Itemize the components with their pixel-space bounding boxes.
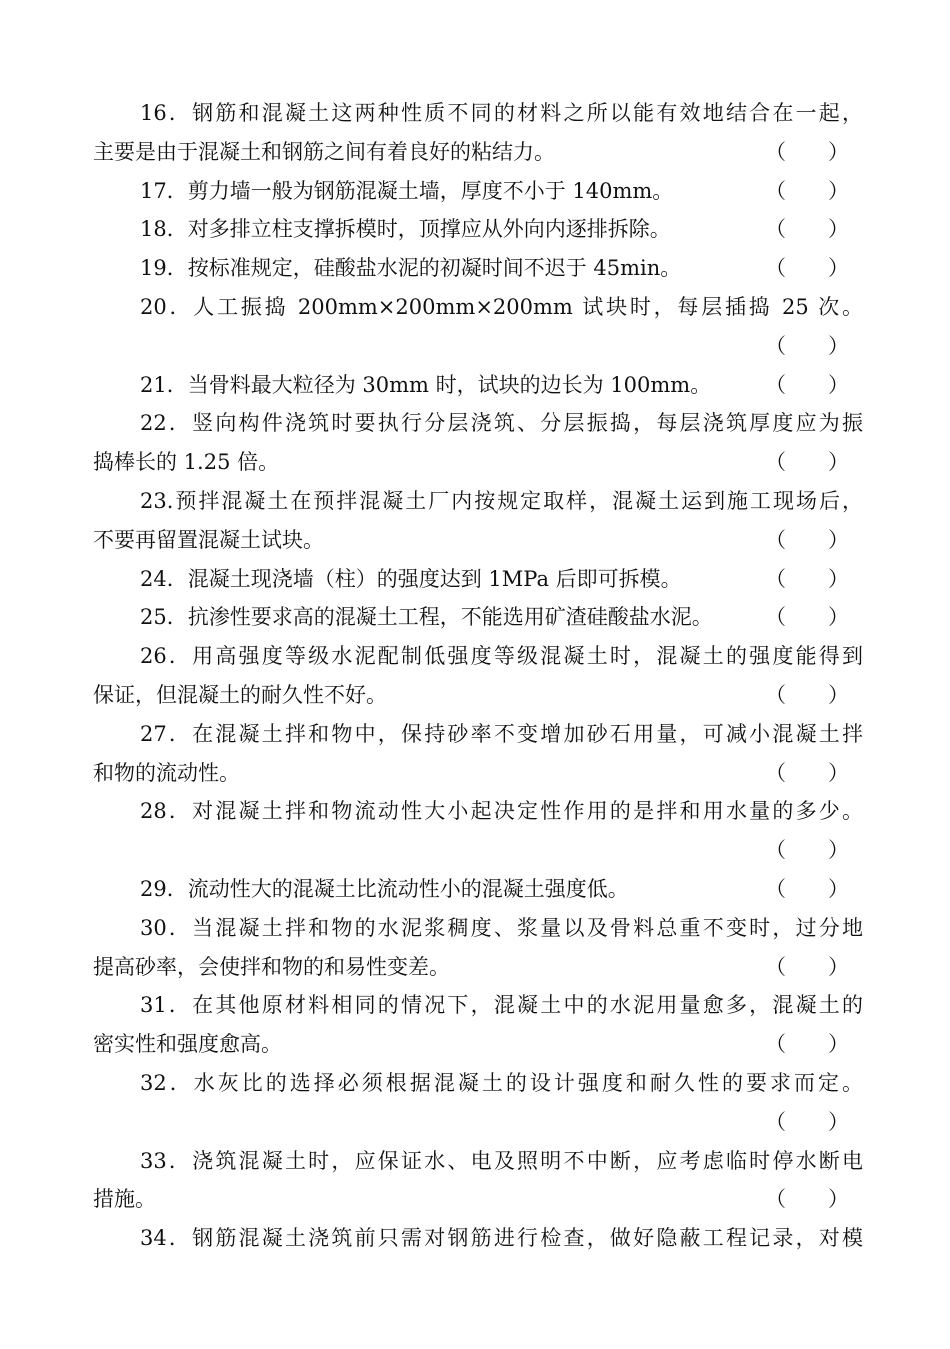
answer-parentheses: （ ） bbox=[765, 1187, 849, 1212]
line-text: 18．对多排立柱支撑拆模时，顶撑应从外向内逐排拆除。 bbox=[140, 217, 671, 242]
answer-parentheses: （ ） bbox=[765, 139, 849, 164]
answer-parentheses: （ ） bbox=[765, 333, 849, 358]
answer-parentheses: （ ） bbox=[765, 1032, 849, 1057]
line-text: 不要再留置混凝土试块。 bbox=[93, 527, 324, 552]
answer-parentheses: （ ） bbox=[765, 178, 849, 203]
answer-parentheses: （ ） bbox=[765, 760, 849, 785]
text-line bbox=[93, 715, 863, 754]
text-line bbox=[93, 1103, 863, 1142]
text-line bbox=[93, 210, 863, 249]
line-text: 25．抗渗性要求高的混凝土工程，不能选用矿渣硅酸盐水泥。 bbox=[140, 605, 713, 630]
answer-parentheses: （ ） bbox=[765, 256, 849, 281]
line-text: 31．在其他原材料相同的情况下，混凝土中的水泥用量愈多，混凝土的 bbox=[140, 993, 863, 1018]
text-line bbox=[93, 249, 863, 288]
text-line bbox=[93, 172, 863, 211]
text-line bbox=[93, 560, 863, 599]
question-list bbox=[93, 94, 863, 1258]
answer-parentheses: （ ） bbox=[765, 217, 849, 242]
line-text: 32．水灰比的选择必须根据混凝土的设计强度和耐久性的要求而定。 bbox=[140, 1070, 863, 1095]
text-line bbox=[93, 404, 863, 443]
text-line bbox=[93, 94, 863, 133]
text-line bbox=[93, 754, 863, 793]
line-text: 34．钢筋混凝土浇筑前只需对钢筋进行检查，做好隐蔽工程记录，对模 bbox=[140, 1226, 863, 1251]
answer-parentheses: （ ） bbox=[765, 527, 849, 552]
text-line bbox=[93, 948, 863, 987]
text-line bbox=[93, 831, 863, 870]
answer-parentheses: （ ） bbox=[765, 1109, 849, 1134]
line-text: 主要是由于混凝土和钢筋之间有着良好的粘结力。 bbox=[93, 139, 555, 164]
line-text: 24．混凝土现浇墙（柱）的强度达到 1MPa 后即可拆模。 bbox=[140, 566, 682, 591]
answer-parentheses: （ ） bbox=[765, 605, 849, 630]
line-text: 捣棒长的 1.25 倍。 bbox=[93, 450, 280, 475]
text-line bbox=[93, 870, 863, 909]
text-line bbox=[93, 1180, 863, 1219]
text-line bbox=[93, 1064, 863, 1103]
text-line bbox=[93, 792, 863, 831]
text-line bbox=[93, 521, 863, 560]
line-text: 措施。 bbox=[93, 1187, 156, 1212]
line-text: 17．剪力墙一般为钢筋混凝土墙，厚度不小于 140mm。 bbox=[140, 178, 674, 203]
answer-parentheses: （ ） bbox=[765, 954, 849, 979]
answer-parentheses: （ ） bbox=[765, 682, 849, 707]
text-line bbox=[93, 1219, 863, 1258]
text-line bbox=[93, 327, 863, 366]
answer-parentheses: （ ） bbox=[765, 566, 849, 591]
text-line bbox=[93, 366, 863, 405]
line-text: 19．按标准规定，硅酸盐水泥的初凝时间不迟于 45min。 bbox=[140, 256, 682, 281]
line-text: 20．人工振捣 200mm×200mm×200mm 试块时，每层插捣 25 次。 bbox=[140, 294, 863, 319]
answer-parentheses: （ ） bbox=[765, 450, 849, 475]
line-text: 21．当骨料最大粒径为 30mm 时，试块的边长为 100mm。 bbox=[140, 372, 712, 397]
line-text: 27．在混凝土拌和物中，保持砂率不变增加砂石用量，可减小混凝土拌 bbox=[140, 721, 863, 746]
answer-parentheses: （ ） bbox=[765, 372, 849, 397]
text-line bbox=[93, 637, 863, 676]
line-text: 和物的流动性。 bbox=[93, 760, 240, 785]
line-text: 密实性和强度愈高。 bbox=[93, 1032, 282, 1057]
answer-parentheses: （ ） bbox=[765, 838, 849, 863]
answer-parentheses: （ ） bbox=[765, 876, 849, 901]
line-text: 33．浇筑混凝土时，应保证水、电及照明不中断，应考虑临时停水断电 bbox=[140, 1148, 863, 1173]
line-text: 22．竖向构件浇筑时要执行分层浇筑、分层振捣，每层浇筑厚度应为振 bbox=[140, 411, 863, 436]
text-line bbox=[93, 909, 863, 948]
line-text: 保证，但混凝土的耐久性不好。 bbox=[93, 682, 387, 707]
line-text: 26．用高强度等级水泥配制低强度等级混凝土时，混凝土的强度能得到 bbox=[140, 644, 863, 669]
text-line bbox=[93, 598, 863, 637]
text-line bbox=[93, 1025, 863, 1064]
line-text: 30．当混凝土拌和物的水泥浆稠度、浆量以及骨料总重不变时，过分地 bbox=[140, 915, 863, 940]
text-line bbox=[93, 482, 863, 521]
line-text: 16．钢筋和混凝土这两种性质不同的材料之所以能有效地结合在一起， bbox=[140, 101, 863, 125]
line-text: 29．流动性大的混凝土比流动性小的混凝土强度低。 bbox=[140, 876, 629, 901]
text-line bbox=[93, 443, 863, 482]
line-text: 23.预拌混凝土在预拌混凝土厂内按规定取样，混凝土运到施工现场后， bbox=[140, 488, 863, 513]
line-text: 28．对混凝土拌和物流动性大小起决定性作用的是拌和用水量的多少。 bbox=[140, 799, 863, 824]
text-line bbox=[93, 676, 863, 715]
line-text: 提高砂率，会使拌和物的和易性变差。 bbox=[93, 954, 450, 979]
text-line bbox=[93, 1142, 863, 1181]
text-line bbox=[93, 986, 863, 1025]
text-line bbox=[93, 288, 863, 327]
text-line bbox=[93, 133, 863, 172]
